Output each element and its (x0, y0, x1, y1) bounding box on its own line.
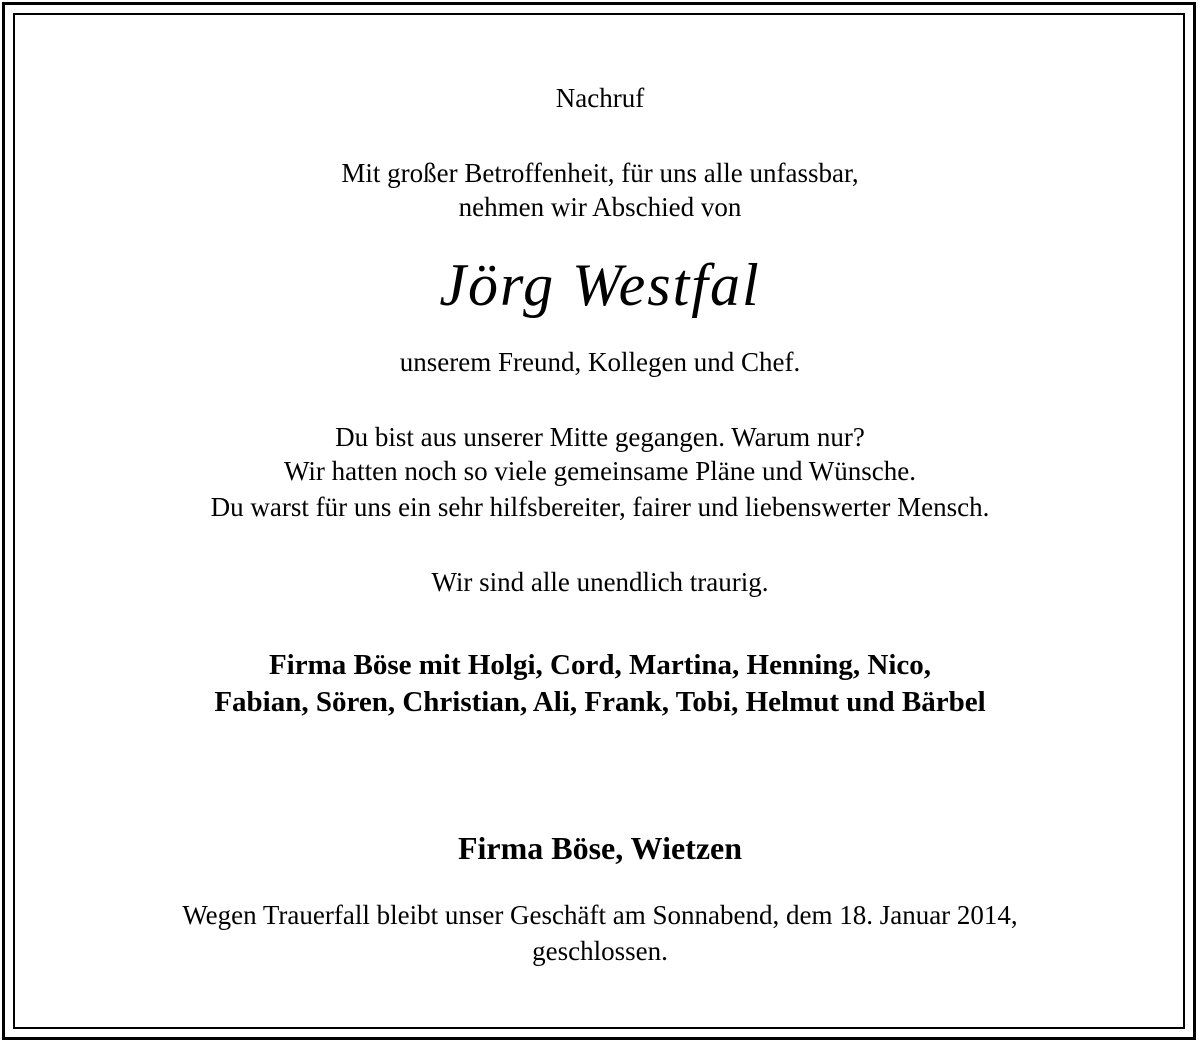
company-name: Firma Böse, Wietzen (457, 830, 743, 866)
signatories-line-1: Firma Böse mit Holgi, Cord, Martina, Henning, Nico, (268, 649, 932, 681)
deceased-name: Jörg Westfal (439, 252, 761, 318)
notice-line-1: Wegen Trauerfall bleibt unser Geschäft am Sonnabend, dem 18. Januar 2014, (182, 900, 1018, 930)
closing-line: Wir sind alle unendlich traurig. (431, 567, 769, 597)
intro-line-1: Mit großer Betroffenheit, für uns alle unfassbar, (341, 158, 859, 188)
relation-line: unserem Freund, Kollegen und Chef. (399, 347, 801, 377)
signatories-line-2: Fabian, Sören, Christian, Ali, Frank, Tobi, Helmut und Bärbel (214, 686, 986, 718)
message-line-1: Du bist aus unserer Mitte gegangen. Warum nur? (335, 422, 865, 452)
intro-line-2: nehmen wir Abschied von (458, 192, 742, 222)
message-line-2: Wir hatten noch so viele gemeinsame Pläne und Wünsche. (284, 456, 916, 486)
heading: Nachruf (555, 83, 645, 113)
notice-line-2: geschlossen. (532, 936, 668, 966)
message-line-3: Du warst für uns ein sehr hilfsbereiter, fairer und liebenswerter Mensch. (210, 492, 990, 522)
